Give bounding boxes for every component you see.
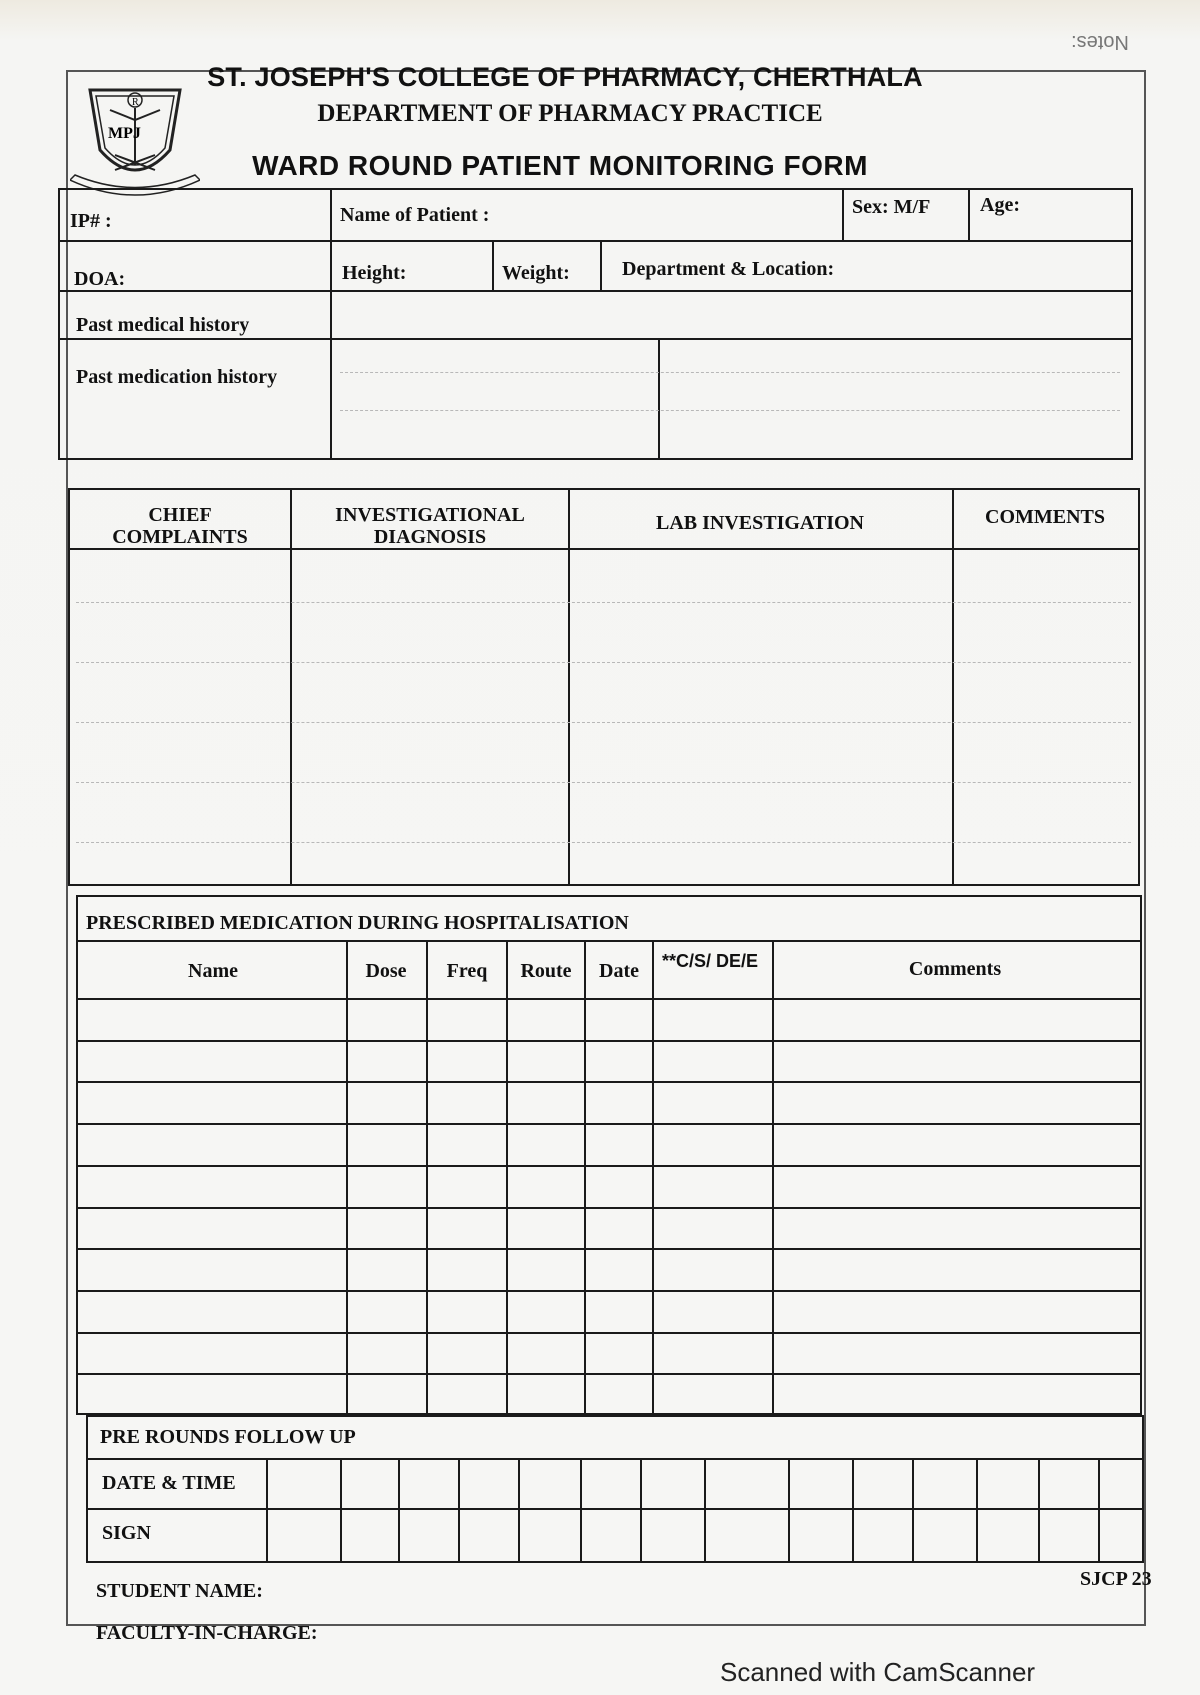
logo-text: MPJ [108,125,141,142]
form-title: WARD ROUND PATIENT MONITORING FORM [252,150,868,181]
patient-name-field[interactable]: Name of Patient : [340,204,490,226]
col-date-header: Date [599,960,639,982]
form-code: SJCP 23 [1080,1568,1152,1590]
followup-col-divider [398,1458,400,1563]
followup-col-divider [340,1458,342,1563]
sex-field[interactable]: Sex: M/F [852,196,931,218]
department-name: DEPARTMENT OF PHARMACY PRACTICE [317,100,823,127]
col-route-header: Route [520,960,572,982]
sign-label: SIGN [102,1522,151,1544]
col-freq-header: Freq [446,960,488,982]
camscanner-watermark: Scanned with CamScanner [720,1657,1036,1687]
investigational-diagnosis-header: INVESTIGATIONAL DIAGNOSIS [335,504,525,548]
medication-row-line [76,1207,1142,1209]
followup-block [86,1415,1144,1563]
col-comments-header: Comments [908,958,1002,980]
comments-header: COMMENTS [985,506,1105,528]
followup-col-divider [912,1458,914,1563]
department-location-field[interactable]: Department & Location: [622,258,835,280]
date-time-label: DATE & TIME [102,1472,236,1494]
medication-row-line [76,1081,1142,1083]
medication-col-divider [652,940,654,1415]
followup-col-divider [640,1458,642,1563]
past-medical-history-label: Past medical history [76,314,250,336]
height-field[interactable]: Height: [342,262,407,284]
followup-col-divider [518,1458,520,1563]
weight-field[interactable]: Weight: [502,262,570,284]
notes-label: Notes: [1071,31,1129,53]
medication-col-divider [426,940,428,1415]
medication-col-divider [772,940,774,1415]
medication-row-line [76,1123,1142,1125]
medication-row-line [76,1040,1142,1042]
followup-col-divider [458,1458,460,1563]
lab-investigation-header: LAB INVESTIGATION [655,512,865,534]
student-name-field[interactable]: STUDENT NAME: [96,1580,263,1602]
medication-col-divider [584,940,586,1415]
age-field[interactable]: Age: [980,194,1020,216]
followup-col-divider [788,1458,790,1563]
followup-col-divider [580,1458,582,1563]
college-name: ST. JOSEPH'S COLLEGE OF PHARMACY, CHERTHALA [207,62,923,92]
col-dose-header: Dose [365,960,407,982]
medication-col-divider [346,940,348,1415]
past-medication-history-label: Past medication history [76,366,278,388]
followup-col-divider [852,1458,854,1563]
medication-row-line [76,1373,1142,1375]
ip-number-field[interactable]: IP# : [70,210,112,232]
followup-col-divider [1038,1458,1040,1563]
medication-section-title: PRESCRIBED MEDICATION DURING HOSPITALISATION [86,912,629,934]
followup-col-divider [1098,1458,1100,1563]
followup-col-divider [976,1458,978,1563]
medication-row-line [76,1290,1142,1292]
medication-col-divider [506,940,508,1415]
college-logo-icon [70,80,200,200]
col-status-header: **C/S/ DE/E [661,951,759,971]
svg-text:R: R [132,97,139,108]
pre-rounds-followup-title: PRE ROUNDS FOLLOW UP [100,1426,356,1448]
medication-row-line [76,1248,1142,1250]
chief-complaints-header: CHIEF COMPLAINTS [112,504,248,548]
followup-col-divider [266,1458,268,1563]
followup-col-divider [704,1458,706,1563]
medication-row-line [76,1332,1142,1334]
medication-row-line [76,1165,1142,1167]
faculty-in-charge-field[interactable]: FACULTY-IN-CHARGE: [96,1622,318,1644]
doa-field[interactable]: DOA: [74,268,126,290]
col-name-header: Name [188,960,238,982]
